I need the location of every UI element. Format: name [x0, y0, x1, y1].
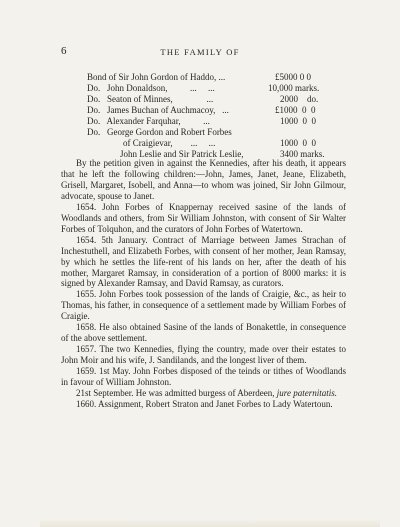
- bond-row: [87, 116, 357, 127]
- running-head: THE FAMILY OF: [160, 47, 240, 57]
- bond-row: [87, 138, 357, 149]
- bond-amount: £5000 0 0: [275, 72, 311, 82]
- paragraph: By the petition given in against the Kennedies, after his death, it appears that he left the following children:—John, James, Janet, Jeane, Elizabeth, Grisell, Margaret, Isobell, and Anna—to whom was joined, Sir John Gilmour, advocate, spouse to Janet.: [61, 158, 346, 201]
- body-text: [61, 158, 346, 410]
- paragraph: [61, 388, 346, 399]
- bond-row: [87, 127, 357, 138]
- paragraph: 1654. John Forbes of Knappernay received sasine of the lands of Woodlands and others, from Sir William Johnston, with consent of Sir Walter Forbes of Tolquhon, and the curators of John Forbes of Watertown.: [61, 201, 346, 234]
- page-edge-shadow: [40, 519, 380, 527]
- paragraph: 1654. 5th January. Contract of Marriage between James Strachan of Inchestuthell, and Elizabeth Forbes, with consent of her mother, Jean Ramsay, by which he settles the life-rent of his lands on her, after the death of his mother, Margaret Ramsay, in consideration of a portion of 8000 marks: it is signed by Alexander Ramsay, and David Ramsay, as curators.: [61, 234, 346, 289]
- bond-list: [87, 72, 357, 160]
- bond-label: John Leslie and Sir Patrick Leslie,: [120, 149, 244, 159]
- paragraph: 1655. John Forbes took possession of the lands of Craigie, &c., as heir to Thomas, his father, in consequence of a settlement made by William Forbes of Craigie.: [61, 289, 346, 322]
- paragraph: 1657. The two Kennedies, flying the country, made over their estates to John Moir and his wife, J. Sandilands, and the longest liver of them.: [61, 344, 346, 366]
- bond-label: of Craigievar, ... ...: [123, 138, 216, 148]
- bond-label: Bond of Sir John Gordon of Haddo, ...: [87, 72, 226, 82]
- paragraph: 1658. He also obtained Sasine of the lands of Bonakettle, in consequence of the above settlement.: [61, 322, 346, 344]
- bond-label: Do. Alexander Farquhar, ...: [87, 116, 210, 126]
- bond-row: [87, 94, 357, 105]
- page-number: 6: [61, 45, 67, 57]
- bond-label: Do. Seaton of Minnes, ...: [87, 94, 214, 104]
- bond-row: [87, 105, 357, 116]
- paragraph: 1659. 1st May. John Forbes disposed of the teinds or tithes of Woodlands in favour of William Johnston.: [61, 366, 346, 388]
- bond-amount: 3400 marks.: [280, 149, 325, 159]
- bond-label: Do. George Gordon and Robert Forbes: [87, 127, 232, 137]
- bond-amount: 1000 0 0: [280, 116, 316, 126]
- bond-amount: 1000 0 0: [280, 138, 316, 148]
- paragraph-text: 21st September. He was admitted burgess of Aberdeen,: [76, 388, 277, 399]
- bond-amount: 2000 do.: [280, 94, 319, 104]
- bond-row: [87, 72, 357, 83]
- bond-row: [87, 83, 357, 94]
- paragraph-italic: jure paternitatis.: [276, 388, 337, 399]
- bond-amount: £1000 0 0: [275, 105, 316, 115]
- paragraph: 1660. Assignment, Robert Straton and Janet Forbes to Lady Watertoun.: [76, 398, 333, 409]
- bond-label: Do. John Donaldson, ... ...: [87, 83, 215, 93]
- bond-amount: 10,000 marks.: [268, 83, 320, 93]
- bond-label: Do. James Buchan of Auchmacoy, ...: [87, 105, 229, 115]
